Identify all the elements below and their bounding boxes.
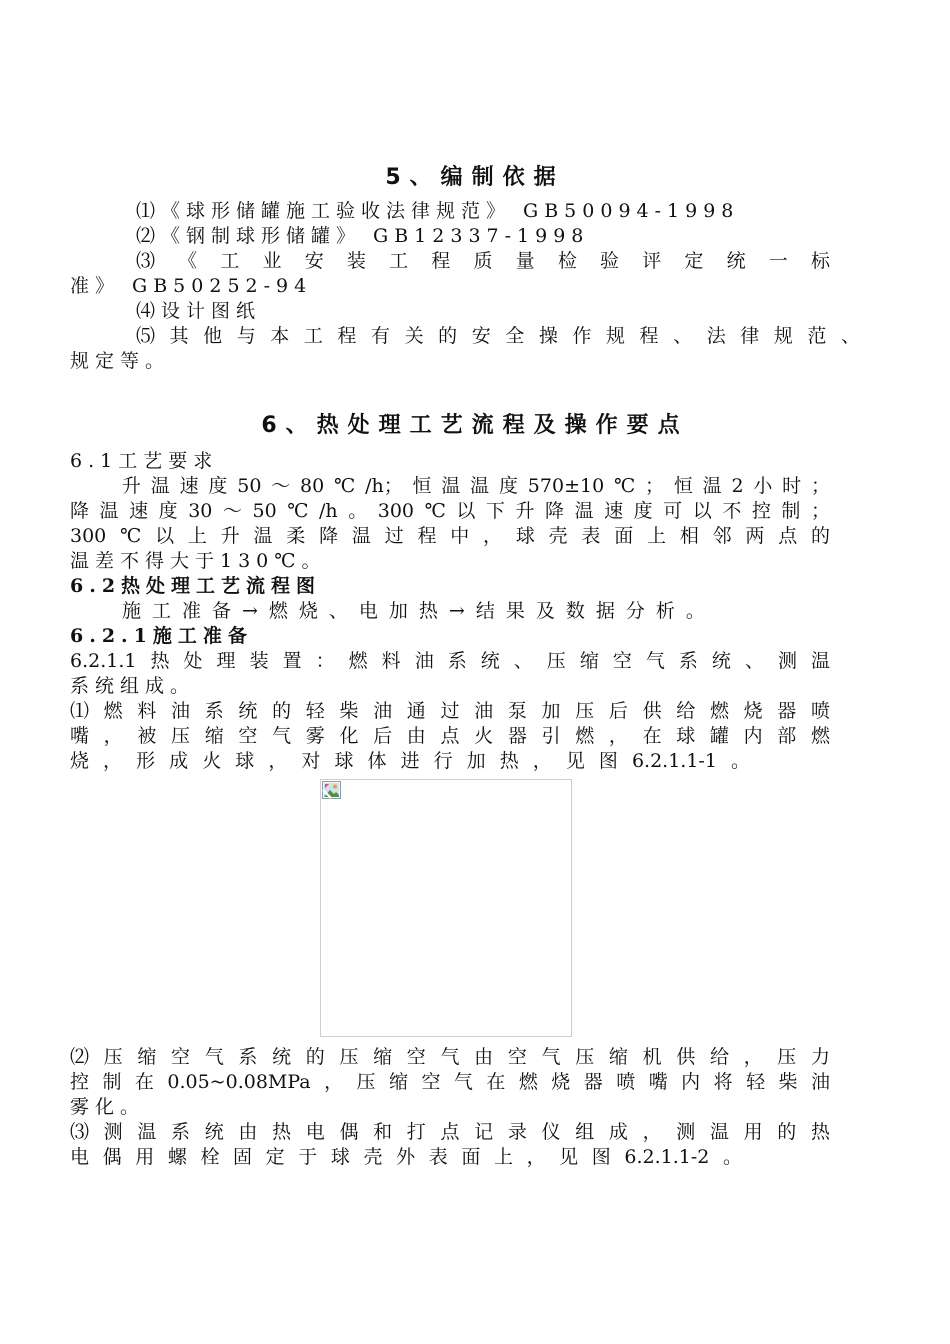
- reference-item-1: ⑴《球形储罐施工验收法律规范》 GB50094-1998: [136, 200, 740, 222]
- subsection-6-1-heading: 6.1工艺要求: [70, 450, 219, 472]
- flow-description: 施工准备→燃烧、电加热→结果及数据分析。: [122, 600, 716, 622]
- reference-item-2: ⑵《钢制球形储罐》 GB12337-1998: [136, 225, 590, 247]
- reference-item-3: ⑶《工业安装工程质量检验评定统一标: [136, 250, 830, 272]
- process-req-line-2: 降温速度30～50℃/h。300℃以下升降温速度可以不控制；: [70, 500, 830, 522]
- reference-item-4: ⑷设计图纸: [136, 300, 262, 322]
- figure-6-2-1-1-placeholder: [320, 779, 572, 1037]
- fuel-system-line-1: ⑴燃料油系统的轻柴油通过油泵加压后供给燃烧器喷: [70, 700, 830, 722]
- reference-item-3-cont: 准》 GB50252-94: [70, 275, 313, 297]
- temp-system-line-1: ⑶测温系统由热电偶和打点记录仪组成，测温用的热: [70, 1121, 830, 1143]
- subsection-6-2-heading: 6.2热处理工艺流程图: [70, 575, 322, 597]
- fuel-system-line-2: 嘴，被压缩空气雾化后由点火器引燃，在球罐内部燃: [70, 725, 830, 747]
- process-req-line-4: 温差不得大于130℃。: [70, 550, 327, 572]
- broken-image-icon: [322, 781, 341, 799]
- fuel-system-line-3: 烧，形成火球，对球体进行加热，见图6.2.1.1-1。: [70, 750, 750, 772]
- air-system-line-1: ⑵压缩空气系统的压缩空气由空气压缩机供给，压力: [70, 1046, 830, 1068]
- reference-item-5: ⑸其他与本工程有关的安全操作规程、法律规范、: [136, 325, 860, 347]
- device-line-2: 系统组成。: [70, 675, 196, 697]
- temp-system-line-2: 电偶用螺栓固定于球壳外表面上，见图6.2.1.1-2。: [70, 1146, 742, 1168]
- reference-item-5-cont: 规定等。: [70, 350, 171, 372]
- process-req-line-3: 300℃以上升温柔降温过程中，球壳表面上相邻两点的: [70, 525, 830, 547]
- section-5-heading: 5、编制依据: [385, 165, 565, 190]
- subsection-6-2-1-heading: 6.2.1施工准备: [70, 625, 253, 647]
- section-6-heading: 6、热处理工艺流程及操作要点: [261, 413, 689, 438]
- device-line-1: 6.2.1.1热处理装置：燃料油系统、压缩空气系统、测温: [70, 650, 830, 672]
- air-system-line-3: 雾化。: [70, 1096, 146, 1118]
- air-system-line-2: 控制在0.05~0.08MPa，压缩空气在燃烧器喷嘴内将轻柴油: [70, 1071, 830, 1093]
- process-req-line-1: 升温速度50～80℃/h；恒温温度570±10℃；恒温2小时；: [122, 475, 830, 497]
